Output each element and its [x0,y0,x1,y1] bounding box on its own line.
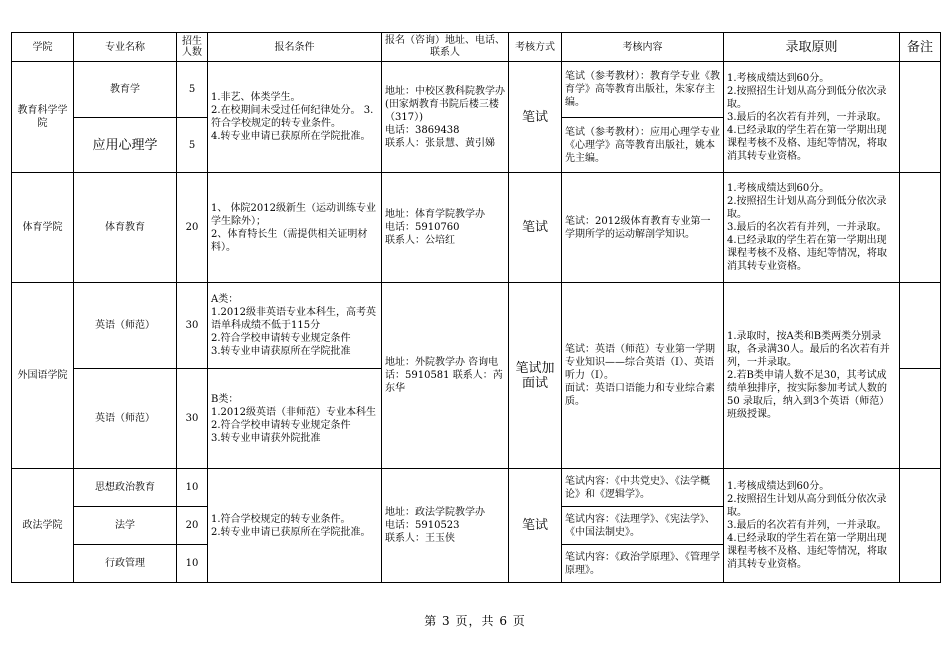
content-cell: 笔试（参考教材）：应用心理学专业《心理学》高等教育出版社，姚本先主编。 [562,118,724,173]
header-major: 专业名称 [74,33,177,62]
page-number: 第 3 页，共 6 页 [424,614,526,628]
method-cell: 笔试加面试 [509,283,562,469]
table-row [12,62,941,118]
header-quota: 招生人数 [177,33,208,62]
principle-cell: 1.考核成绩达到60分。 2.按照招生计划从高分到低分依次录取。 3.最后的名次若有并列，一并录取。 4.已经录取的学生若在第一学期出现课程考核不及格、违纪等情况，将取消其转专业资格。 [724,469,900,583]
principle-cell: 1.录取时，按A类和B类两类分别录取，各录满30人。最后的名次若有并列，一并录取。 2.若B类申请人数不足30，其考试成绩单独排序，按实际参加考试人数的50 录取后，纳入到3个英语（师范）班级授课。 [724,283,900,469]
contact-cell: 地址：体育学院教学办 电话：5910760 联系人：公培红 [382,173,509,283]
content-cell: 笔试内容：《法理学》、《宪法学》、《中国法制史》。 [562,507,724,545]
conditions-cell: 1.非艺、体类学生。 2.在校期间未受过任何纪律处分。 3.符合学校规定的转专业条件。 4.转专业申请已获原所在学院批准。 [208,62,382,173]
college-cell: 教育科学学院 [12,62,74,173]
quota-cell: 20 [177,173,208,283]
remarks-cell [900,469,941,583]
major-cell: 应用心理学 [74,118,177,173]
table-row [12,469,941,507]
college-cell: 外国语学院 [12,283,74,469]
table-row [12,283,941,369]
major-cell: 思想政治教育 [74,469,177,507]
quota-cell: 5 [177,62,208,118]
table-row [12,173,941,283]
conditions-cell: 1.符合学校规定的转专业条件。 2.转专业申请已获原所在学院批准。 [208,469,382,583]
content-cell: 笔试：英语（师范）专业第一学期专业知识——综合英语（I）、英语听力（I）。 面试：英语口语能力和专业综合素质。 [562,283,724,469]
major-cell: 英语（师范） [74,283,177,369]
content-cell: 笔试（参考教材）：教育学专业《教育学》高等教育出版社，朱家存主编。 [562,62,724,118]
college-cell: 政法学院 [12,469,74,583]
principle-cell: 1.考核成绩达到60分。 2.按照招生计划从高分到低分依次录取。 3.最后的名次若有并列，一并录取。 4.已经录取的学生若在第一学期出现课程考核不及格、违纪等情况，将取消其转专业资格。 [724,173,900,283]
content-cell: 笔试：2012级体育教育专业第一学期所学的运动解剖学知识。 [562,173,724,283]
major-cell: 法学 [74,507,177,545]
remarks-cell [900,283,941,369]
header-remarks: 备注 [900,33,941,62]
remarks-cell [900,369,941,469]
conditions-cell: B类： 1.2012级英语（非师范）专业本科生 2.符合学校申请转专业规定条件 3.转专业申请获外院批准 [208,369,382,469]
quota-cell: 10 [177,545,208,583]
major-cell: 体育教育 [74,173,177,283]
conditions-cell: 1、 体院2012级新生（运动训练专业学生除外）； 2、体育特长生（需提供相关证明材料）。 [208,173,382,283]
major-cell: 英语（师范） [74,369,177,469]
contact-cell: 地址：中校区教科院教学办(田家炳教育书院后楼三楼（317）) 电话：3869438 联系人：张景慧、黄引娣 [382,62,509,173]
content-cell: 笔试内容：《政治学原理》、《管理学原理》。 [562,545,724,583]
method-cell: 笔试 [509,469,562,583]
quota-cell: 30 [177,369,208,469]
header-method: 考核方式 [509,33,562,62]
major-cell: 教育学 [74,62,177,118]
major-cell: 行政管理 [74,545,177,583]
header-content: 考核内容 [562,33,724,62]
quota-cell: 5 [177,118,208,173]
method-cell: 笔试 [509,173,562,283]
method-cell: 笔试 [509,62,562,173]
header-college: 学院 [12,33,74,62]
header-principle: 录取原则 [724,33,900,62]
header-conditions: 报名条件 [208,33,382,62]
contact-cell: 地址：外院教学办 咨询电话：5910581 联系人：芮东华 [382,283,509,469]
quota-cell: 20 [177,507,208,545]
header-contact: 报名（咨询）地址、电话、联系人 [382,33,509,62]
quota-cell: 30 [177,283,208,369]
header-row [12,33,941,62]
content-cell: 笔试内容：《中共党史》、《法学概论》和《逻辑学》。 [562,469,724,507]
conditions-cell: A类： 1.2012级非英语专业本科生，高考英语单科成绩不低于115分 2.符合学校申请转专业规定条件 3.转专业申请获原所在学院批准 [208,283,382,369]
contact-cell: 地址：政法学院教学办 电话：5910523 联系人：王玉侠 [382,469,509,583]
college-cell: 体育学院 [12,173,74,283]
remarks-cell [900,62,941,173]
quota-cell: 10 [177,469,208,507]
remarks-cell [900,173,941,283]
admission-table [11,32,941,583]
principle-cell: 1.考核成绩达到60分。 2.按照招生计划从高分到低分依次录取。 3.最后的名次若有并列，一并录取。 4.已经录取的学生若在第一学期出现课程考核不及格、违纪等情况，将取消其转专业资格。 [724,62,900,173]
